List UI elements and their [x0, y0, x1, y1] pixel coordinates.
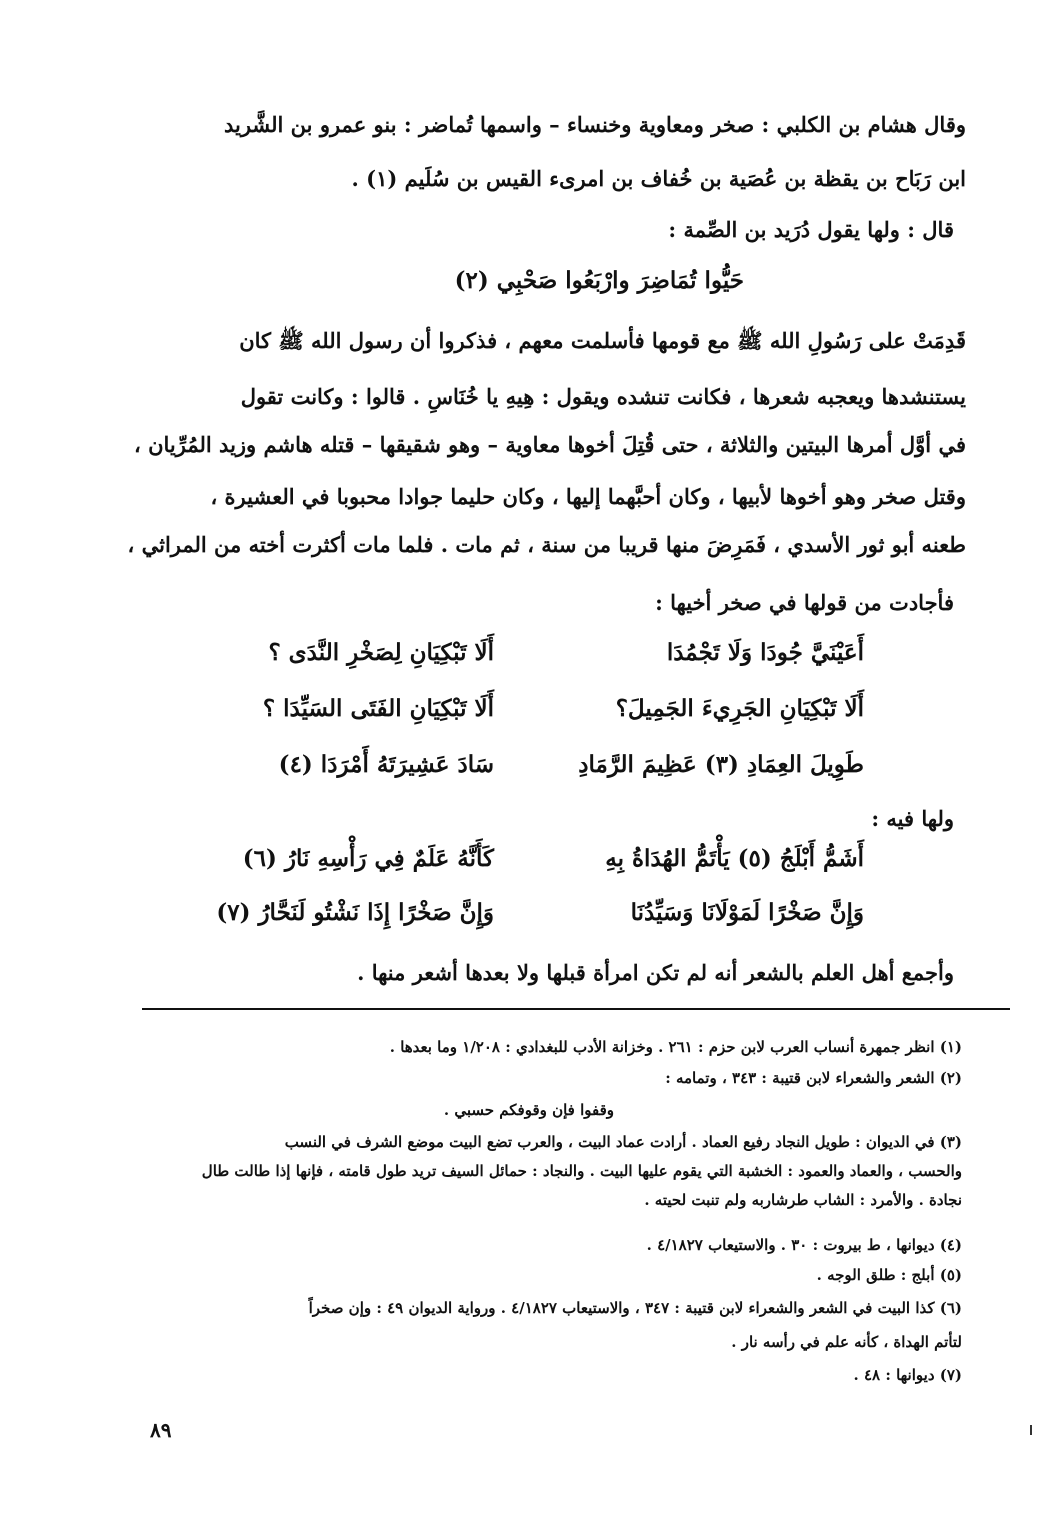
body-line: قَدِمَتْ على رَسُولِ الله ﷺ مع قومها فأسلمت معهم ، فذكروا أن رسول الله ﷺ كان: [239, 328, 966, 353]
footnote: (٤) ديوانها ، ط بيروت : ٣٠ . والاستيعاب ٤/١٨٢٧ .: [646, 1236, 962, 1254]
hemistich-left: وَإِنَّ صَخْرًا إِذَا نَشْتُو لَنَحَّارُ (٧): [216, 899, 494, 926]
body-line: وأجمع أهل العلم بالشعر أنه لم تكن امرأة قبلها ولا بعدها أشعر منها .: [357, 960, 954, 985]
footnote: (٥) أبلج : طلق الوجه .: [816, 1266, 962, 1284]
footnote: (٢) الشعر والشعراء لابن قتيبة : ٣٤٣ ، وتمامه :: [665, 1069, 962, 1087]
body-line: قال : ولها يقول دُرَيد بن الصِّمة :: [668, 217, 954, 242]
hemistich-right: وَإِنَّ صَخْرًا لَمَوْلَانَا وَسَيِّدُنَا: [630, 899, 864, 926]
body-line: يستنشدها ويعجبه شعرها ، فكانت تنشده ويقول : هِيهِ يا خُنَاسِ . قالوا : وكانت تقول: [240, 384, 966, 409]
footnote-continuation: والحسب ، والعماد والعمود : الخشبة التي يقوم عليها البيت . والنجاد : حمائل السيف تريد طول قامته ، فإنها إذا طالت طال: [201, 1162, 962, 1180]
hemistich-left: أَلَا تَبْكِيَانِ الفَتَى السَيِّدَا ؟: [262, 695, 494, 722]
scan-speck: [1030, 1425, 1032, 1435]
hemistich-right: طَوِيلَ العِمَادِ (٣) عَظِيمَ الرَّمَادِ: [578, 751, 864, 778]
footnote: (٦) كذا البيت في الشعر والشعراء لابن قتيبة : ٣٤٧ ، والاستيعاب ٤/١٨٢٧ . ورواية الديوان ٤٩ : وإن صخراً: [308, 1299, 962, 1317]
body-line: ولها فيه :: [871, 806, 954, 831]
body-line: طعنه أبو ثور الأسدي ، فَمَرِضَ منها قريبا من سنة ، ثم مات . فلما مات أكثرت أخته من المراثي ،: [127, 532, 966, 557]
footnote-verse: وقفوا فإن وقوفكم حسبي .: [443, 1101, 614, 1119]
hemistich-right: أَعَيْنَيَّ جُودَا وَلَا تَجْمُدَا: [666, 639, 864, 666]
hemistich-right: أَلَا تَبْكِيَانِ الجَرِيءَ الجَمِيلَ؟: [615, 695, 864, 722]
hemistich-right: أَشَمُّ أَبْلَجُ (٥) يَأْتَمُّ الهُدَاةُ بِهِ: [605, 845, 864, 872]
footnote: (١) انظر جمهرة أنساب العرب لابن حزم : ٢٦١ . وخزانة الأدب للبغدادي : ١/٢٠٨ وما بعدها .: [389, 1038, 962, 1056]
footnote-continuation: لتأتم الهداة ، كأنه علم في رأسه نار .: [731, 1333, 962, 1351]
body-line: وقتل صخر وهو أخوها لأبيها ، وكان أحبَّهما إليها ، وكان حليما جوادا محبوبا في العشيرة ،: [210, 484, 966, 509]
page-number: ٨٩: [150, 1418, 172, 1442]
footnote: (٧) ديوانها : ٤٨ .: [853, 1366, 962, 1384]
footnote-continuation: نجادة . والأمرد : الشاب طرشاربه ولم تنبت لحيته .: [644, 1191, 962, 1209]
hemistich-left: كَأَنَّهُ عَلَمٌ فِي رَأْسِهِ نَارُ (٦): [242, 845, 494, 872]
quoted-verse: حَيُّوا تُمَاضِرَ وارْبَعُوا صَحْبِي (٢): [454, 267, 744, 294]
body-line: في أوَّل أمرها البيتين والثلاثة ، حتى قُتِلَ أخوها معاوية – وهو شقيقها – قتله هاشم وزيد المُرِّيان ،: [134, 432, 966, 457]
footnote-divider: [142, 1008, 1010, 1010]
body-line: ابن رَبَاح بن يقظة بن عُصَية بن خُفاف بن امرىء القيس بن سُلَيم (١) .: [351, 166, 966, 191]
body-line: فأجادت من قولها في صخر أخيها :: [655, 590, 954, 615]
hemistich-left: سَادَ عَشِيرَتَهُ أَمْرَدَا (٤): [278, 751, 494, 778]
hemistich-left: أَلَا تَبْكِيَانِ لِصَخْرِ النَّدَى ؟: [268, 639, 494, 666]
footnote: (٣) في الديوان : طويل النجاد رفيع العماد . أرادت عماد البيت ، والعرب تضع البيت موضع الشرف في النسب: [284, 1133, 962, 1151]
body-line: وقال هشام بن الكلبي : صخر ومعاوية وخنساء – واسمها تُماضر : بنو عمرو بن الشَّريد: [223, 112, 966, 137]
